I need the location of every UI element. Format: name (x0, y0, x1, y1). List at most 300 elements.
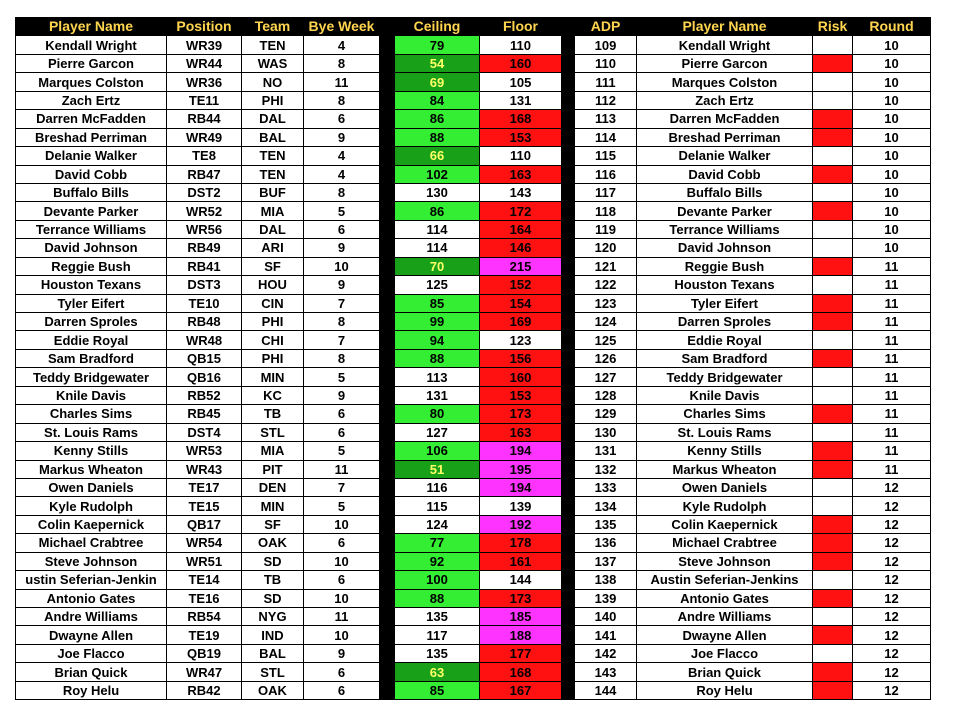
position-cell: QB17 (167, 515, 242, 533)
bye-week-cell: 6 (304, 110, 380, 128)
team-cell: IND (242, 626, 304, 644)
team-cell: PHI (242, 91, 304, 109)
header-floor: Floor (480, 18, 562, 36)
round-cell: 10 (853, 183, 931, 201)
risk-cell (813, 368, 853, 386)
player-name-cell: Kyle Rudolph (16, 497, 167, 515)
risk-cell (813, 128, 853, 146)
position-cell: TE11 (167, 91, 242, 109)
column-gap (562, 644, 575, 662)
header-team: Team (242, 18, 304, 36)
bye-week-cell: 10 (304, 589, 380, 607)
bye-week-cell: 5 (304, 368, 380, 386)
player-name-cell: Owen Daniels (16, 478, 167, 496)
round-cell: 11 (853, 294, 931, 312)
bye-week-cell: 4 (304, 165, 380, 183)
adp-cell: 121 (575, 257, 637, 275)
player-name-2-cell: Steve Johnson (637, 552, 813, 570)
floor-cell: 131 (480, 91, 562, 109)
adp-cell: 132 (575, 460, 637, 478)
column-gap (562, 54, 575, 72)
header-bye-week: Bye Week (304, 18, 380, 36)
position-cell: WR51 (167, 552, 242, 570)
player-name-cell: Markus Wheaton (16, 460, 167, 478)
position-cell: WR43 (167, 460, 242, 478)
risk-cell (813, 644, 853, 662)
table-row (16, 349, 931, 367)
risk-cell (813, 183, 853, 201)
round-cell: 12 (853, 534, 931, 552)
column-gap (380, 644, 395, 662)
column-gap (562, 183, 575, 201)
player-name-2-cell: Terrance Williams (637, 220, 813, 238)
column-gap (562, 423, 575, 441)
position-cell: RB45 (167, 405, 242, 423)
ceiling-cell: 102 (395, 165, 480, 183)
player-name-2-cell: Michael Crabtree (637, 534, 813, 552)
risk-cell (813, 54, 853, 72)
bye-week-cell: 10 (304, 515, 380, 533)
header-round: Round (853, 18, 931, 36)
column-gap (562, 239, 575, 257)
player-name-2-cell: Teddy Bridgewater (637, 368, 813, 386)
table-row (16, 368, 931, 386)
risk-cell (813, 405, 853, 423)
column-gap (562, 442, 575, 460)
team-cell: CIN (242, 294, 304, 312)
table-row (16, 608, 931, 626)
round-cell: 12 (853, 552, 931, 570)
ceiling-cell: 92 (395, 552, 480, 570)
floor-cell: 168 (480, 110, 562, 128)
position-cell: QB19 (167, 644, 242, 662)
player-name-cell: Breshad Perriman (16, 128, 167, 146)
player-name-cell: Pierre Garcon (16, 54, 167, 72)
column-gap (380, 534, 395, 552)
adp-cell: 136 (575, 534, 637, 552)
risk-cell (813, 349, 853, 367)
round-cell: 11 (853, 257, 931, 275)
round-cell: 12 (853, 478, 931, 496)
table-row (16, 626, 931, 644)
table-row (16, 663, 931, 681)
table-row (16, 183, 931, 201)
team-cell: MIA (242, 202, 304, 220)
risk-cell (813, 681, 853, 699)
position-cell: RB47 (167, 165, 242, 183)
floor-cell: 169 (480, 313, 562, 331)
floor-cell: 168 (480, 663, 562, 681)
player-name-2-cell: Kenny Stills (637, 442, 813, 460)
column-gap (380, 552, 395, 570)
round-cell: 10 (853, 110, 931, 128)
player-name-cell: St. Louis Rams (16, 423, 167, 441)
ceiling-cell: 70 (395, 257, 480, 275)
floor-cell: 195 (480, 460, 562, 478)
player-name-cell: Roy Helu (16, 681, 167, 699)
round-cell: 10 (853, 36, 931, 54)
floor-cell: 123 (480, 331, 562, 349)
ceiling-cell: 66 (395, 147, 480, 165)
bye-week-cell: 7 (304, 331, 380, 349)
floor-cell: 163 (480, 423, 562, 441)
team-cell: CHI (242, 331, 304, 349)
player-name-cell: Joe Flacco (16, 644, 167, 662)
floor-cell: 156 (480, 349, 562, 367)
ceiling-cell: 86 (395, 202, 480, 220)
column-gap (562, 331, 575, 349)
position-cell: WR52 (167, 202, 242, 220)
risk-cell (813, 202, 853, 220)
position-cell: RB54 (167, 608, 242, 626)
position-cell: WR56 (167, 220, 242, 238)
player-name-cell: Antonio Gates (16, 589, 167, 607)
ceiling-cell: 94 (395, 331, 480, 349)
ceiling-cell: 80 (395, 405, 480, 423)
table-row (16, 128, 931, 146)
round-cell: 12 (853, 571, 931, 589)
adp-cell: 123 (575, 294, 637, 312)
ceiling-cell: 106 (395, 442, 480, 460)
position-cell: TE19 (167, 626, 242, 644)
bye-week-cell: 9 (304, 239, 380, 257)
player-name-cell: Charles Sims (16, 405, 167, 423)
team-cell: TB (242, 571, 304, 589)
round-cell: 12 (853, 589, 931, 607)
adp-cell: 128 (575, 386, 637, 404)
position-cell: WR36 (167, 73, 242, 91)
player-name-cell: Houston Texans (16, 276, 167, 294)
table-row (16, 220, 931, 238)
column-gap (380, 515, 395, 533)
floor-cell: 143 (480, 183, 562, 201)
table-row (16, 552, 931, 570)
floor-cell: 164 (480, 220, 562, 238)
floor-cell: 105 (480, 73, 562, 91)
player-name-2-cell: Delanie Walker (637, 147, 813, 165)
team-cell: HOU (242, 276, 304, 294)
player-name-2-cell: Eddie Royal (637, 331, 813, 349)
bye-week-cell: 5 (304, 497, 380, 515)
risk-cell (813, 442, 853, 460)
player-name-cell: Tyler Eifert (16, 294, 167, 312)
ceiling-cell: 116 (395, 478, 480, 496)
column-gap (562, 257, 575, 275)
column-gap (380, 36, 395, 54)
table-row (16, 478, 931, 496)
round-cell: 11 (853, 331, 931, 349)
player-name-2-cell: St. Louis Rams (637, 423, 813, 441)
team-cell: NO (242, 73, 304, 91)
position-cell: RB44 (167, 110, 242, 128)
player-name-cell: David Johnson (16, 239, 167, 257)
team-cell: BAL (242, 644, 304, 662)
bye-week-cell: 8 (304, 91, 380, 109)
position-cell: DST2 (167, 183, 242, 201)
ceiling-cell: 85 (395, 294, 480, 312)
table-row (16, 571, 931, 589)
adp-cell: 138 (575, 571, 637, 589)
round-cell: 11 (853, 423, 931, 441)
team-cell: SD (242, 552, 304, 570)
round-cell: 11 (853, 276, 931, 294)
column-gap (562, 497, 575, 515)
player-name-2-cell: Houston Texans (637, 276, 813, 294)
player-name-cell: Delanie Walker (16, 147, 167, 165)
table-row (16, 423, 931, 441)
position-cell: TE17 (167, 478, 242, 496)
header-player-name-2: Player Name (637, 18, 813, 36)
bye-week-cell: 8 (304, 54, 380, 72)
adp-cell: 112 (575, 91, 637, 109)
bye-week-cell: 6 (304, 571, 380, 589)
column-gap (380, 589, 395, 607)
round-cell: 10 (853, 202, 931, 220)
floor-cell: 160 (480, 368, 562, 386)
risk-cell (813, 91, 853, 109)
position-cell: DST3 (167, 276, 242, 294)
team-cell: DEN (242, 478, 304, 496)
header-risk: Risk (813, 18, 853, 36)
header-player-name: Player Name (16, 18, 167, 36)
floor-cell: 173 (480, 405, 562, 423)
adp-cell: 139 (575, 589, 637, 607)
risk-cell (813, 423, 853, 441)
adp-cell: 118 (575, 202, 637, 220)
column-gap (562, 534, 575, 552)
player-name-cell: Knile Davis (16, 386, 167, 404)
table-row (16, 515, 931, 533)
table-row (16, 36, 931, 54)
round-cell: 11 (853, 368, 931, 386)
floor-cell: 160 (480, 54, 562, 72)
adp-cell: 119 (575, 220, 637, 238)
player-name-2-cell: Zach Ertz (637, 91, 813, 109)
bye-week-cell: 6 (304, 534, 380, 552)
position-cell: TE14 (167, 571, 242, 589)
floor-cell: 194 (480, 442, 562, 460)
team-cell: BUF (242, 183, 304, 201)
floor-cell: 144 (480, 571, 562, 589)
column-gap (562, 18, 575, 36)
player-name-cell: Sam Bradford (16, 349, 167, 367)
ceiling-cell: 77 (395, 534, 480, 552)
round-cell: 11 (853, 386, 931, 404)
player-name-2-cell: Kyle Rudolph (637, 497, 813, 515)
ceiling-cell: 125 (395, 276, 480, 294)
floor-cell: 153 (480, 128, 562, 146)
table-row (16, 442, 931, 460)
ceiling-cell: 88 (395, 128, 480, 146)
ceiling-cell: 63 (395, 663, 480, 681)
ceiling-cell: 135 (395, 608, 480, 626)
team-cell: MIA (242, 442, 304, 460)
adp-cell: 137 (575, 552, 637, 570)
column-gap (380, 368, 395, 386)
position-cell: RB52 (167, 386, 242, 404)
column-gap (562, 663, 575, 681)
bye-week-cell: 9 (304, 276, 380, 294)
team-cell: MIN (242, 497, 304, 515)
player-name-cell: Brian Quick (16, 663, 167, 681)
floor-cell: 154 (480, 294, 562, 312)
round-cell: 11 (853, 349, 931, 367)
team-cell: SD (242, 589, 304, 607)
position-cell: WR39 (167, 36, 242, 54)
column-gap (562, 349, 575, 367)
round-cell: 12 (853, 681, 931, 699)
position-cell: TE15 (167, 497, 242, 515)
player-name-2-cell: David Johnson (637, 239, 813, 257)
position-cell: QB16 (167, 368, 242, 386)
risk-cell (813, 294, 853, 312)
column-gap (380, 239, 395, 257)
risk-cell (813, 663, 853, 681)
bye-week-cell: 7 (304, 478, 380, 496)
ceiling-cell: 115 (395, 497, 480, 515)
floor-cell: 163 (480, 165, 562, 183)
floor-cell: 161 (480, 552, 562, 570)
floor-cell: 194 (480, 478, 562, 496)
table-row (16, 313, 931, 331)
ceiling-cell: 88 (395, 349, 480, 367)
player-name-cell: David Cobb (16, 165, 167, 183)
risk-cell (813, 110, 853, 128)
round-cell: 11 (853, 405, 931, 423)
risk-cell (813, 147, 853, 165)
ceiling-cell: 114 (395, 220, 480, 238)
round-cell: 12 (853, 497, 931, 515)
team-cell: TEN (242, 147, 304, 165)
column-gap (380, 460, 395, 478)
player-name-cell: ustin Seferian-Jenkin (16, 571, 167, 589)
header-ceiling: Ceiling (395, 18, 480, 36)
risk-cell (813, 460, 853, 478)
ceiling-cell: 131 (395, 386, 480, 404)
table-row (16, 589, 931, 607)
risk-cell (813, 239, 853, 257)
adp-cell: 124 (575, 313, 637, 331)
risk-cell (813, 478, 853, 496)
position-cell: TE16 (167, 589, 242, 607)
column-gap (380, 276, 395, 294)
team-cell: OAK (242, 534, 304, 552)
player-name-cell: Terrance Williams (16, 220, 167, 238)
floor-cell: 177 (480, 644, 562, 662)
adp-cell: 131 (575, 442, 637, 460)
column-gap (562, 147, 575, 165)
column-gap (562, 294, 575, 312)
ceiling-cell: 54 (395, 54, 480, 72)
team-cell: PIT (242, 460, 304, 478)
adp-cell: 120 (575, 239, 637, 257)
risk-cell (813, 626, 853, 644)
player-name-2-cell: Austin Seferian-Jenkins (637, 571, 813, 589)
table-row (16, 405, 931, 423)
column-gap (562, 368, 575, 386)
risk-cell (813, 552, 853, 570)
position-cell: WR53 (167, 442, 242, 460)
ceiling-cell: 86 (395, 110, 480, 128)
table-row (16, 276, 931, 294)
column-gap (562, 386, 575, 404)
bye-week-cell: 10 (304, 552, 380, 570)
position-cell: WR48 (167, 331, 242, 349)
round-cell: 10 (853, 91, 931, 109)
player-name-2-cell: Dwayne Allen (637, 626, 813, 644)
table-row (16, 681, 931, 699)
player-name-2-cell: Reggie Bush (637, 257, 813, 275)
player-name-cell: Buffalo Bills (16, 183, 167, 201)
table-row (16, 497, 931, 515)
player-name-2-cell: Roy Helu (637, 681, 813, 699)
risk-cell (813, 220, 853, 238)
player-name-2-cell: Breshad Perriman (637, 128, 813, 146)
ceiling-cell: 135 (395, 644, 480, 662)
round-cell: 10 (853, 128, 931, 146)
position-cell: RB49 (167, 239, 242, 257)
position-cell: WR54 (167, 534, 242, 552)
risk-cell (813, 386, 853, 404)
column-gap (380, 386, 395, 404)
column-gap (562, 552, 575, 570)
bye-week-cell: 9 (304, 128, 380, 146)
bye-week-cell: 8 (304, 349, 380, 367)
floor-cell: 146 (480, 239, 562, 257)
bye-week-cell: 11 (304, 73, 380, 91)
player-name-2-cell: Kendall Wright (637, 36, 813, 54)
team-cell: OAK (242, 681, 304, 699)
risk-cell (813, 165, 853, 183)
bye-week-cell: 7 (304, 294, 380, 312)
risk-cell (813, 534, 853, 552)
bye-week-cell: 10 (304, 257, 380, 275)
player-name-cell: Michael Crabtree (16, 534, 167, 552)
risk-cell (813, 589, 853, 607)
column-gap (380, 442, 395, 460)
adp-cell: 135 (575, 515, 637, 533)
player-name-2-cell: Joe Flacco (637, 644, 813, 662)
column-gap (380, 497, 395, 515)
table-row (16, 644, 931, 662)
player-name-2-cell: Colin Kaepernick (637, 515, 813, 533)
column-gap (562, 460, 575, 478)
table-row (16, 534, 931, 552)
adp-cell: 143 (575, 663, 637, 681)
round-cell: 10 (853, 220, 931, 238)
risk-cell (813, 571, 853, 589)
risk-cell (813, 313, 853, 331)
team-cell: ARI (242, 239, 304, 257)
bye-week-cell: 9 (304, 386, 380, 404)
round-cell: 12 (853, 663, 931, 681)
bye-week-cell: 6 (304, 405, 380, 423)
column-gap (562, 589, 575, 607)
player-name-cell: Andre Williams (16, 608, 167, 626)
column-gap (562, 36, 575, 54)
ceiling-cell: 85 (395, 681, 480, 699)
adp-cell: 114 (575, 128, 637, 146)
adp-cell: 129 (575, 405, 637, 423)
adp-cell: 126 (575, 349, 637, 367)
ceiling-cell: 88 (395, 589, 480, 607)
team-cell: TEN (242, 36, 304, 54)
round-cell: 10 (853, 73, 931, 91)
round-cell: 10 (853, 165, 931, 183)
adp-cell: 144 (575, 681, 637, 699)
ceiling-cell: 100 (395, 571, 480, 589)
column-gap (380, 608, 395, 626)
